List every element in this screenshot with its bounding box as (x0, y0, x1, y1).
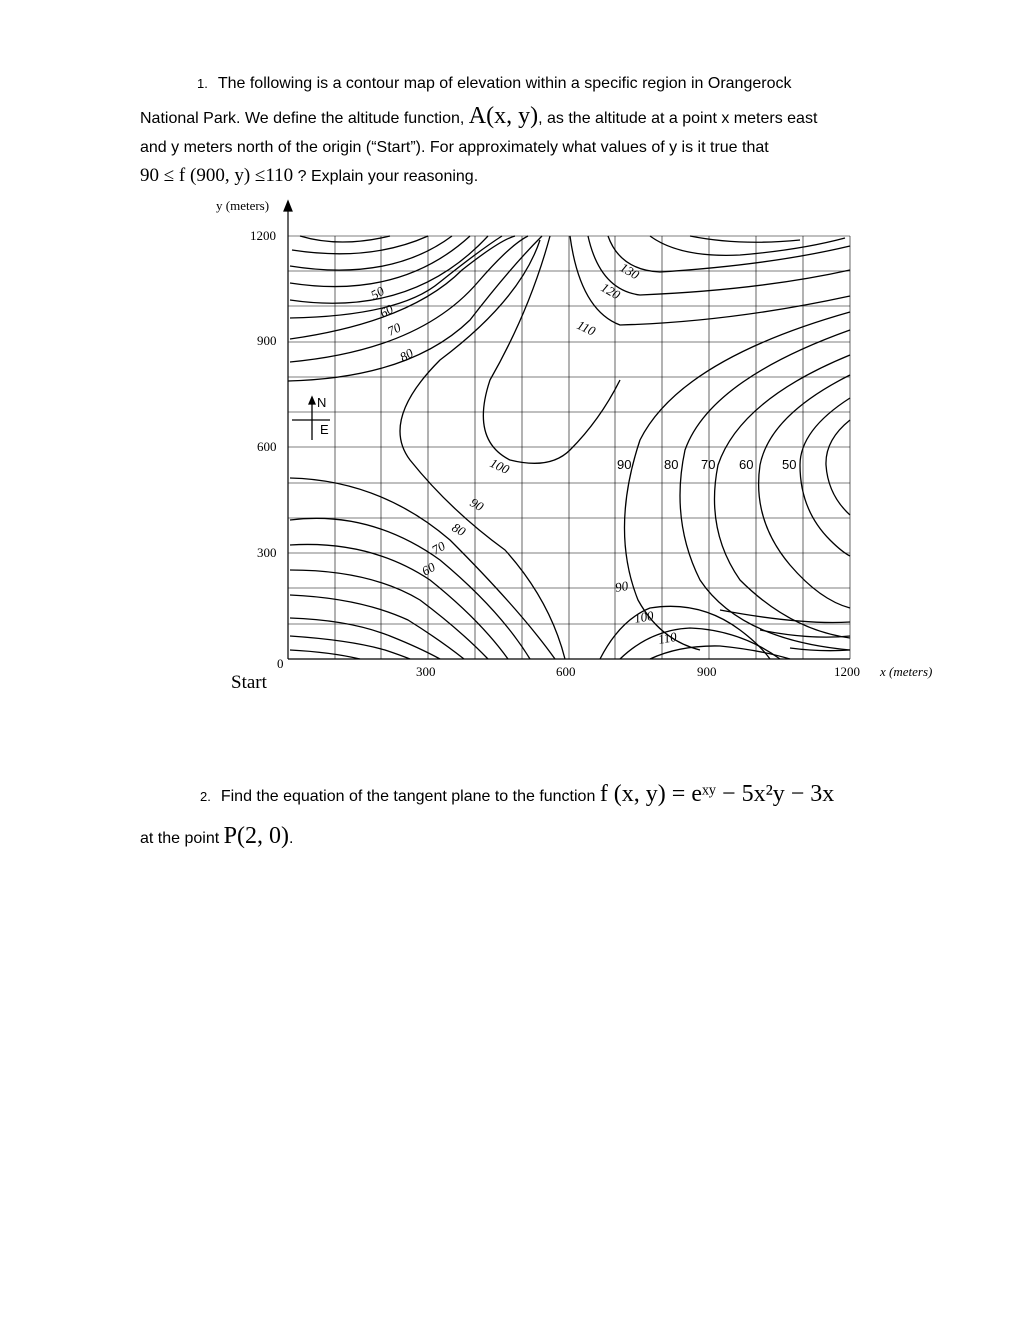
y-axis-arrow (284, 201, 292, 211)
contour-tl-90 (400, 240, 565, 659)
origin-label: 0 (277, 656, 284, 671)
contour-tl-50 (290, 236, 502, 318)
contour-br-90 (600, 606, 770, 659)
label-60-right: 60 (739, 457, 754, 472)
x-tick-900: 900 (697, 664, 717, 679)
contour-bl-3 (290, 544, 508, 659)
contour-r-80 (680, 330, 850, 650)
q2-text-a: Find the equation of the tangent plane to the function (220, 788, 596, 805)
q1-text-line2a: National Park. We define the altitude function, (140, 110, 465, 127)
q1-text-line2b: , as the altitude at a point x meters east (538, 110, 818, 127)
contour-bl-2 (290, 518, 530, 659)
label-60-tl: 60 (377, 301, 396, 321)
contour-r-45 (826, 420, 850, 515)
q2-line1 (200, 778, 834, 813)
contour-tl-70 (290, 236, 528, 362)
contour-br-edge2 (760, 630, 850, 637)
label-100-bottom: 100 (632, 607, 655, 626)
q1-text-line3: and y meters north of the origin (“Start”). For approximately what values of y is it true that (140, 139, 769, 156)
label-100-center: 100 (487, 455, 512, 477)
q1-function-A: A(x, y) (468, 103, 539, 129)
contour-tr-110 (570, 236, 850, 325)
contour-tl-3 (290, 236, 452, 270)
y-tick-600: 600 (257, 439, 277, 454)
x-tick-1200: 1200 (834, 664, 860, 679)
label-80-bl: 80 (449, 519, 469, 540)
label-90-bottom: 90 (613, 577, 630, 595)
label-70-tl: 70 (384, 319, 404, 339)
q1-text-line1: The following is a contour map of elevation within a specific region in Orangerock (217, 75, 792, 92)
contour-tr-140 (650, 236, 845, 255)
label-50-right: 50 (782, 457, 797, 472)
compass-n: N (317, 395, 327, 410)
label-70-bl: 70 (429, 538, 448, 558)
contour-tl-60 (290, 236, 515, 339)
contour-bl-1 (290, 478, 555, 659)
contour-labels (368, 260, 796, 647)
compass-rose (292, 397, 330, 440)
q1-inequality: 90 ≤ f (900, y) ≤110 (140, 165, 294, 186)
contour-tr-150 (690, 236, 800, 242)
q1-text-line4: ? Explain your reasoning. (297, 168, 479, 185)
contour-tl-5 (290, 236, 488, 303)
contour-bl-5 (290, 595, 464, 659)
compass-e: E (320, 422, 329, 437)
grid-lines (288, 236, 850, 659)
y-tick-900: 900 (257, 333, 277, 348)
label-110-top: 110 (574, 317, 598, 339)
x-tick-600: 600 (556, 664, 576, 679)
q2-function: f (x, y) = eˣʸ − 5x²y − 3x (599, 781, 835, 807)
q2-number: 2. (200, 789, 211, 804)
label-120: 120 (598, 279, 623, 303)
contour-tl-1 (300, 236, 390, 242)
label-110-bottom: 110 (656, 628, 678, 647)
x-axis-label: x (meters) (880, 664, 933, 679)
y-tick-1200: 1200 (250, 228, 276, 243)
label-90-center: 90 (467, 494, 487, 515)
label-50-tl: 50 (368, 283, 387, 303)
contour-bl-8 (290, 650, 360, 659)
contour-tl-100 (483, 236, 620, 463)
compass-north-arrow (309, 397, 315, 404)
q2-period: . (288, 830, 294, 847)
contour-br-edge3 (790, 648, 850, 651)
label-130: 130 (617, 259, 642, 283)
q1-number: 1. (197, 76, 208, 91)
contour-br-edge1 (720, 610, 850, 623)
q2-text-b: at the point (140, 830, 220, 847)
contour-bl-7 (290, 636, 410, 659)
y-tick-300: 300 (257, 545, 277, 560)
q2-point: P(2, 0) (223, 823, 289, 849)
q1-line2 (140, 100, 817, 135)
contour-tl-4 (290, 236, 470, 287)
contour-r-60 (759, 375, 850, 608)
contour-lines (288, 236, 850, 659)
label-80-right: 80 (664, 457, 679, 472)
x-tick-300: 300 (416, 664, 436, 679)
contour-r-90 (624, 312, 850, 650)
contour-tl-80 (288, 236, 542, 381)
contour-r-50 (800, 398, 850, 556)
contour-tl-2 (292, 236, 428, 254)
axes (284, 201, 850, 659)
label-70-right: 70 (701, 457, 716, 472)
contour-bl-6 (290, 618, 440, 659)
q1-line1 (197, 68, 791, 100)
start-label: Start (231, 672, 267, 693)
label-60-bl: 60 (419, 559, 438, 579)
contour-tr-120 (588, 236, 850, 295)
y-axis-label: y (meters) (216, 198, 270, 213)
label-80-tl: 80 (397, 345, 416, 365)
contour-br-110 (650, 646, 790, 659)
contour-bl-4 (290, 570, 488, 659)
contour-br-100 (620, 628, 780, 659)
label-90-right: 90 (617, 457, 632, 472)
q2-line2 (140, 820, 293, 855)
q1-line4 (140, 160, 478, 193)
contour-tr-130 (608, 236, 850, 272)
contour-r-70 (714, 355, 850, 638)
